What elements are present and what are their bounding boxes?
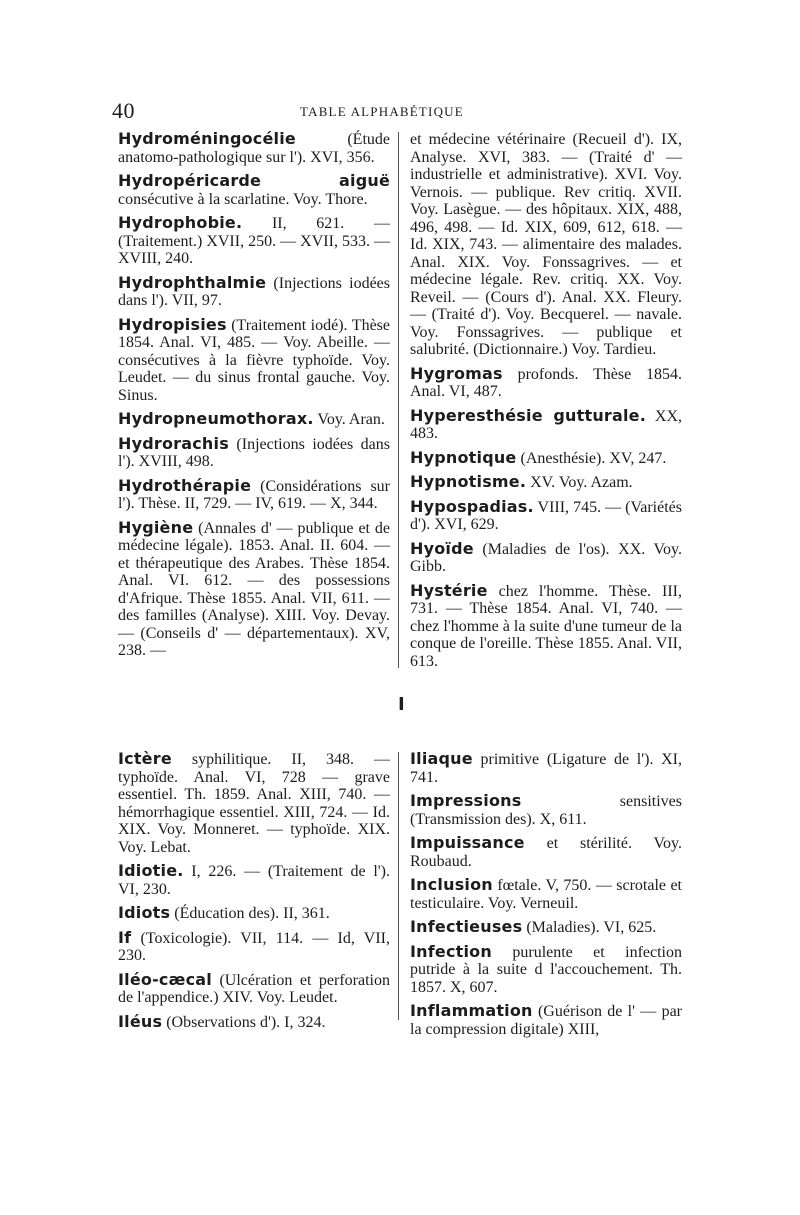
- entry-text: (Anesthésie). XV, 247.: [516, 449, 667, 467]
- entry-heading: Impressions: [410, 791, 522, 810]
- index-entry: [118, 904, 390, 923]
- index-entry: [410, 750, 682, 786]
- entry-text: et stérilité. Voy. Roubaud.: [410, 835, 682, 870]
- entry-text: (Éducation des). II, 361.: [170, 905, 330, 922]
- entry-heading: Hydrorachis: [118, 433, 229, 453]
- entry-heading: Hydrophobie.: [118, 213, 243, 232]
- entry-heading: Hyoïde: [410, 538, 474, 558]
- index-entry: [118, 130, 390, 166]
- entry-heading: Iléus: [118, 1011, 163, 1031]
- entry-heading: Hypnotique: [410, 447, 517, 467]
- index-entry: [410, 582, 682, 671]
- entry-heading: Hypospadias.: [410, 496, 534, 516]
- column-divider-top: [398, 132, 399, 668]
- entry-heading: Hydropéricarde aiguë: [118, 171, 390, 190]
- entry-heading: Infection: [410, 941, 492, 961]
- entry-heading: Idiots: [118, 903, 171, 922]
- entry-text: XV. Voy. Azam.: [526, 474, 633, 491]
- entry-text: (Annales d' — publique et de médecine légale). 1853. Anal. II. 604. — et thérapeutique des Arabes. Thèse 1854. Anal. VI. 612. — des possessions d'Afrique. Thèse 1855. Anal. VII, 611. — des familles (Analyse). XIII. Voy. Devay. — (Conseils d' — départementaux). XV, 238. —: [118, 519, 390, 659]
- entry-heading: Hydroméningocélie: [118, 129, 296, 148]
- index-entry: [118, 410, 390, 429]
- entry-heading: If: [118, 927, 132, 947]
- entry-text: I, 226. — (Traitement de l'). VI, 230.: [118, 863, 390, 898]
- index-entry: [118, 971, 390, 1007]
- index-entry: [410, 498, 682, 534]
- entry-text: (Injections iodées dans l'). XVIII, 498.: [118, 435, 390, 470]
- index-entry: [118, 862, 390, 898]
- entry-text: (Observations d'). I, 324.: [162, 1013, 326, 1031]
- index-entry: [118, 1013, 390, 1032]
- index-entry: [118, 435, 390, 471]
- entry-heading: Hydrothérapie: [118, 475, 252, 495]
- entry-heading: Iliaque: [410, 749, 473, 768]
- entry-text: chez l'homme. Thèse. III, 731. — Thèse 1854. Anal. VI, 740. — chez l'homme à la suite d'une tumeur de la conque de l'oreille. Thèse 1855. Anal. VII, 613.: [410, 582, 682, 670]
- page-number: 40: [112, 98, 135, 123]
- entry-text: profonds. Thèse 1854. Anal. VI, 487.: [410, 365, 682, 400]
- column-divider-bottom: [398, 752, 399, 1020]
- entry-text: (Maladies). VI, 625.: [522, 919, 657, 936]
- index-entry: [410, 130, 682, 359]
- entry-text: (Injections iodées dans l'). VII, 97.: [118, 274, 390, 309]
- entry-text: (Étude anatomo-pathologique sur l'). XVI, 356.: [118, 131, 390, 166]
- entry-text: (Guérison de l' — par la compression digitale) XIII,: [410, 1003, 682, 1038]
- entry-heading: Hydrophthalmie: [118, 272, 267, 292]
- entry-text: (Considérations sur l'). Thèse. II, 729. — IV, 619. — X, 344.: [118, 477, 390, 512]
- entry-heading: Impuissance: [410, 833, 525, 852]
- entry-heading: Hygiène: [118, 517, 194, 537]
- entry-heading: Ictère: [118, 749, 172, 768]
- index-entry: [118, 274, 390, 310]
- entry-text: XX, 483.: [410, 407, 682, 442]
- column-top-left: [118, 130, 390, 666]
- index-entry: [410, 449, 682, 468]
- index-entry: [410, 876, 682, 912]
- entry-heading: Hyperesthésie gutturale.: [410, 405, 647, 425]
- entry-text: (Ulcération et perforation de l'appendice.) XIV. Voy. Leudet.: [118, 971, 390, 1006]
- entry-text: consécutive à la scarlatine. Voy. Thore.: [118, 190, 368, 208]
- entry-text: et médecine vétérinaire (Recueil d'). IX, Analyse. XVI, 383. — (Traité d' — industrielle et administrative). XVI. Voy. Vernois. — publique. Rev critiq. XVII. Voy. Lasègue. — des hôpitaux. XIX, 488, 496, 498. — Id. XIX, 609, 612, 618. — Id. XIX, 743. — alimentaire des malades. Anal. XIX. Voy. Fonssagrives. — et médecine légale. Rev. critiq. XX. Voy. Reveil. — (Cours d'). Anal. XX. Fleury. — (Traité d'). Voy. Becquerel. — navale. Voy. Fonssagrives. — publique et salubrité. (Dictionnaire.) Voy. Tardieu.: [410, 131, 682, 358]
- entry-heading: Infectieuses: [410, 917, 523, 936]
- running-head: TABLE ALPHABÉTIQUE: [300, 104, 464, 119]
- index-entry: [118, 519, 390, 660]
- column-bottom-left: [118, 750, 390, 1037]
- index-entry: [410, 407, 682, 443]
- index-entry: [118, 316, 390, 405]
- index-entry: [118, 172, 390, 208]
- index-entry: [410, 834, 682, 870]
- index-entry: [410, 473, 682, 492]
- entry-heading: Inflammation: [410, 1001, 533, 1020]
- section-letter: I: [398, 694, 405, 715]
- entry-heading: Iléo-cæcal: [118, 969, 212, 989]
- entry-text: II, 621. — (Traitement.) XVII, 250. — XVII, 533. — XVIII, 240.: [118, 215, 390, 267]
- index-entry: [410, 792, 682, 828]
- entry-text: primitive (Ligature de l'). XI, 741.: [410, 751, 682, 786]
- index-entry: [118, 214, 390, 268]
- entry-heading: Inclusion: [410, 875, 493, 894]
- entry-text: fœtale. V, 750. — scrotale et testiculaire. Voy. Verneuil.: [410, 877, 682, 912]
- entry-text: VIII, 745. — (Variétés d'). XVI, 629.: [410, 498, 682, 533]
- column-top-right: [410, 130, 682, 676]
- index-entry: [118, 929, 390, 965]
- entry-text: syphilitique. II, 348. — typhoïde. Anal. VI, 728 — grave essentiel. Th. 1859. Anal. XIII, 740. — hémorrhagique essentiel. XIII, 724. — Id. XIX. Voy. Monneret. — typhoïde. XIX. Voy. Lebat.: [118, 751, 390, 856]
- entry-text: (Maladies de l'os). XX. Voy. Gibb.: [410, 540, 682, 575]
- entry-text: purulente et infection putride à la suite d l'accouchement. Th. 1857. X, 607.: [410, 943, 682, 996]
- entry-heading: Hystérie: [410, 580, 488, 600]
- index-entry: [410, 1002, 682, 1038]
- index-entry: [410, 943, 682, 997]
- entry-heading: Idiotie.: [118, 861, 184, 880]
- entry-heading: Hypnotisme.: [410, 472, 527, 491]
- column-bottom-right: [410, 750, 682, 1044]
- entry-text: sensitives (Transmission des). X, 611.: [410, 793, 682, 828]
- index-entry: [410, 918, 682, 937]
- entry-heading: Hydropisies: [118, 314, 227, 334]
- index-entry: [410, 540, 682, 576]
- index-entry: [410, 365, 682, 401]
- entry-text: Voy. Aran.: [313, 411, 385, 428]
- entry-heading: Hygromas: [410, 363, 503, 383]
- entry-heading: Hydropneumothorax.: [118, 409, 314, 428]
- index-entry: [118, 750, 390, 856]
- entry-text: (Toxicologie). VII, 114. — Id, VII, 230.: [118, 929, 390, 964]
- index-entry: [118, 477, 390, 513]
- entry-text: (Traitement iodé). Thèse 1854. Anal. VI, 485. — Voy. Abeille. — consécutives à la fièvre typhoïde. Voy. Leudet. — du sinus frontal gauche. Voy. Sinus.: [118, 316, 390, 404]
